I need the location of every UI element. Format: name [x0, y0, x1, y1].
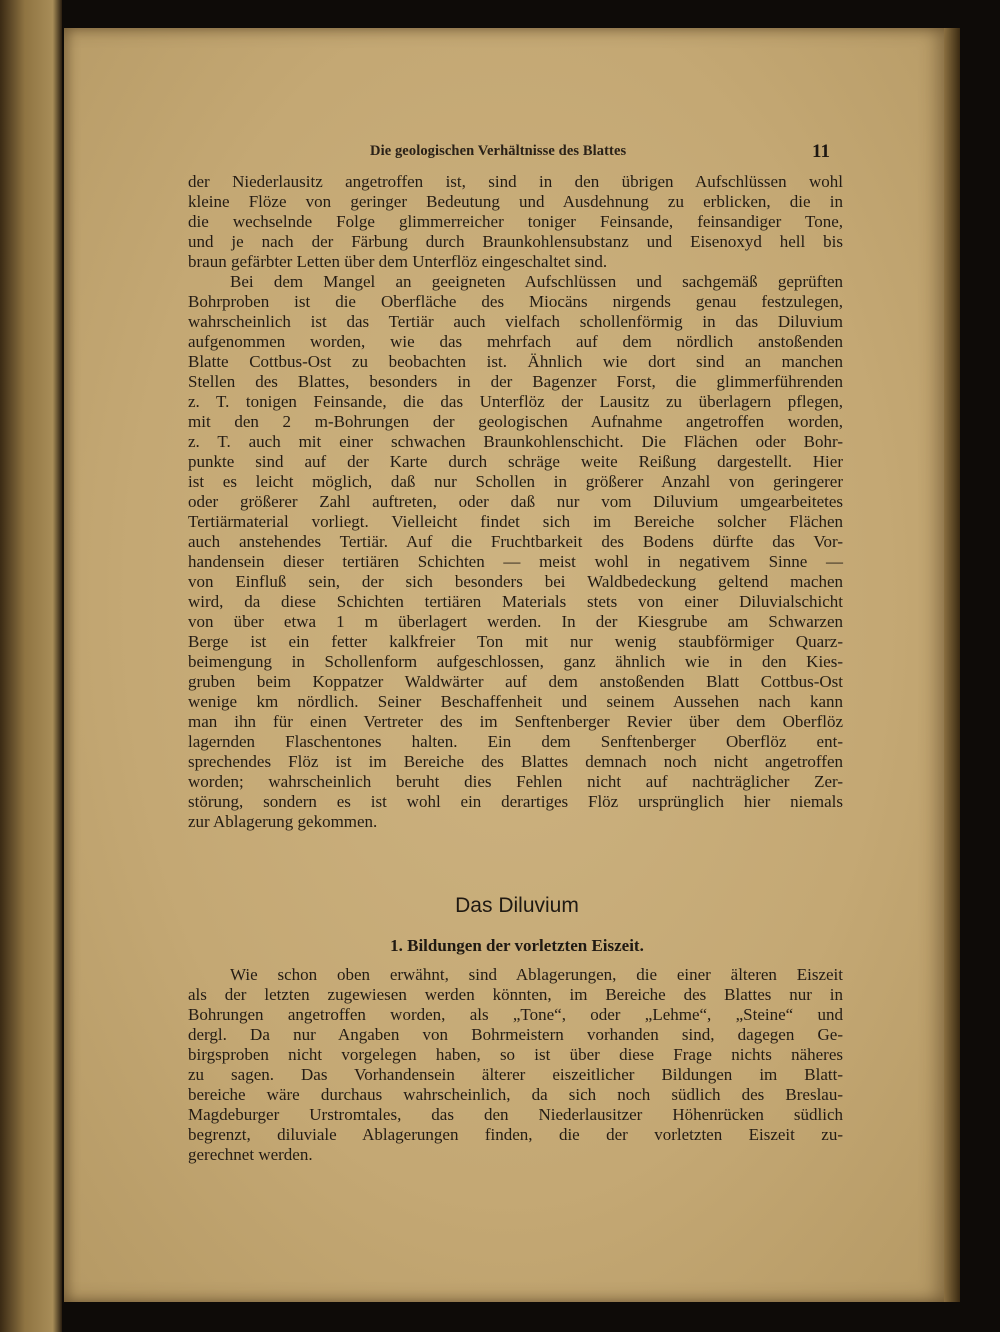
text-line: birgsproben nicht vorgelegen haben, so ist über diese Frage nichts näheres [188, 1045, 843, 1064]
page-edge-shadow [944, 28, 960, 1302]
text-line: bereiche wäre durchaus wahrscheinlich, da sich noch südlich des Breslau- [188, 1085, 843, 1104]
text-line: z. T. auch mit einer schwachen Braunkohlenschicht. Die Flächen oder Bohr- [188, 432, 843, 451]
body-text-section-1 [188, 172, 843, 832]
text-line: worden; wahrscheinlich beruht dies Fehlen nicht auf nachträglicher Zer- [188, 772, 843, 791]
text-line: handensein dieser tertiären Schichten — meist wohl in negativem Sinne — [188, 552, 843, 571]
text-line: man ihn für einen Vertreter des im Senftenberger Revier über dem Oberflöz [188, 712, 843, 731]
body-text-section-2 [188, 965, 843, 1165]
text-line: mit den 2 m-Bohrungen der geologischen Aufnahme angetroffen worden, [188, 412, 843, 431]
text-line: Berge ist ein fetter kalkfreier Ton mit nur wenig staubförmiger Quarz- [188, 632, 843, 651]
text-line: dergl. Da nur Angaben von Bohrmeistern vorhanden sind, dagegen Ge- [188, 1025, 843, 1044]
text-line: sprechendes Flöz ist im Bereiche des Blattes demnach noch nicht angetroffen [188, 752, 843, 771]
page-number: 11 [812, 141, 830, 162]
text-line: von über etwa 1 m überlagert werden. In der Kiesgrube am Schwarzen [188, 612, 843, 631]
text-line: wenige km nördlich. Seiner Beschaffenheit und seinem Aussehen nach kann [188, 692, 843, 711]
text-line: gruben beim Koppatzer Waldwärter auf dem anstoßenden Blatt Cottbus-Ost [188, 672, 843, 691]
text-line: die wechselnde Folge glimmerreicher toniger Feinsande, feinsandiger Tone, [188, 212, 843, 231]
text-line: ist es leicht möglich, daß nur Schollen in größerer Anzahl von geringerer [188, 472, 843, 491]
text-line: störung, sondern es ist wohl ein derartiges Flöz ursprünglich hier niemals [188, 792, 843, 811]
text-line: braun gefärbter Letten über dem Unterflöz eingeschaltet sind. [188, 252, 608, 271]
text-line: oder größerer Zahl auftreten, oder daß nur vom Diluvium umgearbeitetes [188, 492, 843, 511]
running-header: Die geologischen Verhältnisse des Blattes [370, 143, 627, 159]
text-line: Magdeburger Urstromtales, das den Niederlausitzer Höhenrücken südlich [188, 1105, 843, 1124]
text-line: lagernden Flaschentones halten. Ein dem Senftenberger Oberflöz ent- [188, 732, 843, 751]
text-line: wahrscheinlich ist das Tertiär auch vielfach schollenförmig in das Diluvium [188, 312, 843, 331]
subsection-heading: 1. Bildungen der vorletzten Eiszeit. [390, 936, 644, 955]
text-line: Blatte Cottbus-Ost zu beobachten ist. Ähnlich wie dort sind an manchen [188, 352, 843, 371]
text-line: Stellen des Blattes, besonders in der Bagenzer Forst, die glimmerführenden [188, 372, 843, 391]
text-line: Bohrproben ist die Oberfläche des Miocäns nirgends genau festzulegen, [188, 292, 843, 311]
text-line: der Niederlausitz angetroffen ist, sind in den übrigen Aufschlüssen wohl [188, 172, 843, 191]
text-line: und je nach der Färbung durch Braunkohlensubstanz und Eisenoxyd hell bis [188, 232, 843, 251]
text-line: Bei dem Mangel an geeigneten Aufschlüssen und sachgemäß geprüften [230, 272, 843, 291]
text-line: gerechnet werden. [188, 1145, 313, 1164]
text-line: Tertiärmaterial vorliegt. Vielleicht findet sich im Bereiche solcher Flächen [188, 512, 843, 531]
text-line: Wie schon oben erwähnt, sind Ablagerungen, die einer älteren Eiszeit [230, 965, 843, 984]
text-line: als der letzten zugewiesen werden könnten, im Bereiche des Blattes nur in [188, 985, 843, 1004]
text-line: aufgenommen worden, wie das mehrfach auf dem nördlich anstoßenden [188, 332, 843, 351]
text-line: zur Ablagerung gekommen. [188, 812, 378, 831]
text-line: begrenzt, diluviale Ablagerungen finden, die der vorletzten Eiszeit zu- [188, 1125, 843, 1144]
text-line: zu sagen. Das Vorhandensein älterer eiszeitlicher Bildungen im Blatt- [188, 1065, 843, 1084]
text-line: von Einfluß sein, der sich besonders bei Waldbedeckung geltend machen [188, 572, 843, 591]
text-line: punkte sind auf der Karte durch schräge weite Reißung dargestellt. Hier [188, 452, 843, 471]
text-line: beimengung in Schollenform aufgeschlossen, ganz ähnlich wie in den Kies- [188, 652, 843, 671]
text-line: z. T. tonigen Feinsande, die das Unterflöz der Lausitz zu überlagern pflegen, [188, 392, 843, 411]
text-line: Bohrungen angetroffen worden, als „Tone“, oder „Lehme“, „Steine“ und [188, 1005, 843, 1024]
previous-page-edge [0, 0, 62, 1332]
text-line: wird, da diese Schichten tertiären Materials stets von einer Diluvialschicht [188, 592, 843, 611]
text-line: auch anstehendes Tertiär. Auf die Fruchtbarkeit des Bodens dürfte das Vor- [188, 532, 843, 551]
text-line: kleine Flöze von geringer Bedeutung und Ausdehnung zu erblicken, die in [188, 192, 843, 211]
section-heading: Das Diluvium [455, 894, 579, 917]
